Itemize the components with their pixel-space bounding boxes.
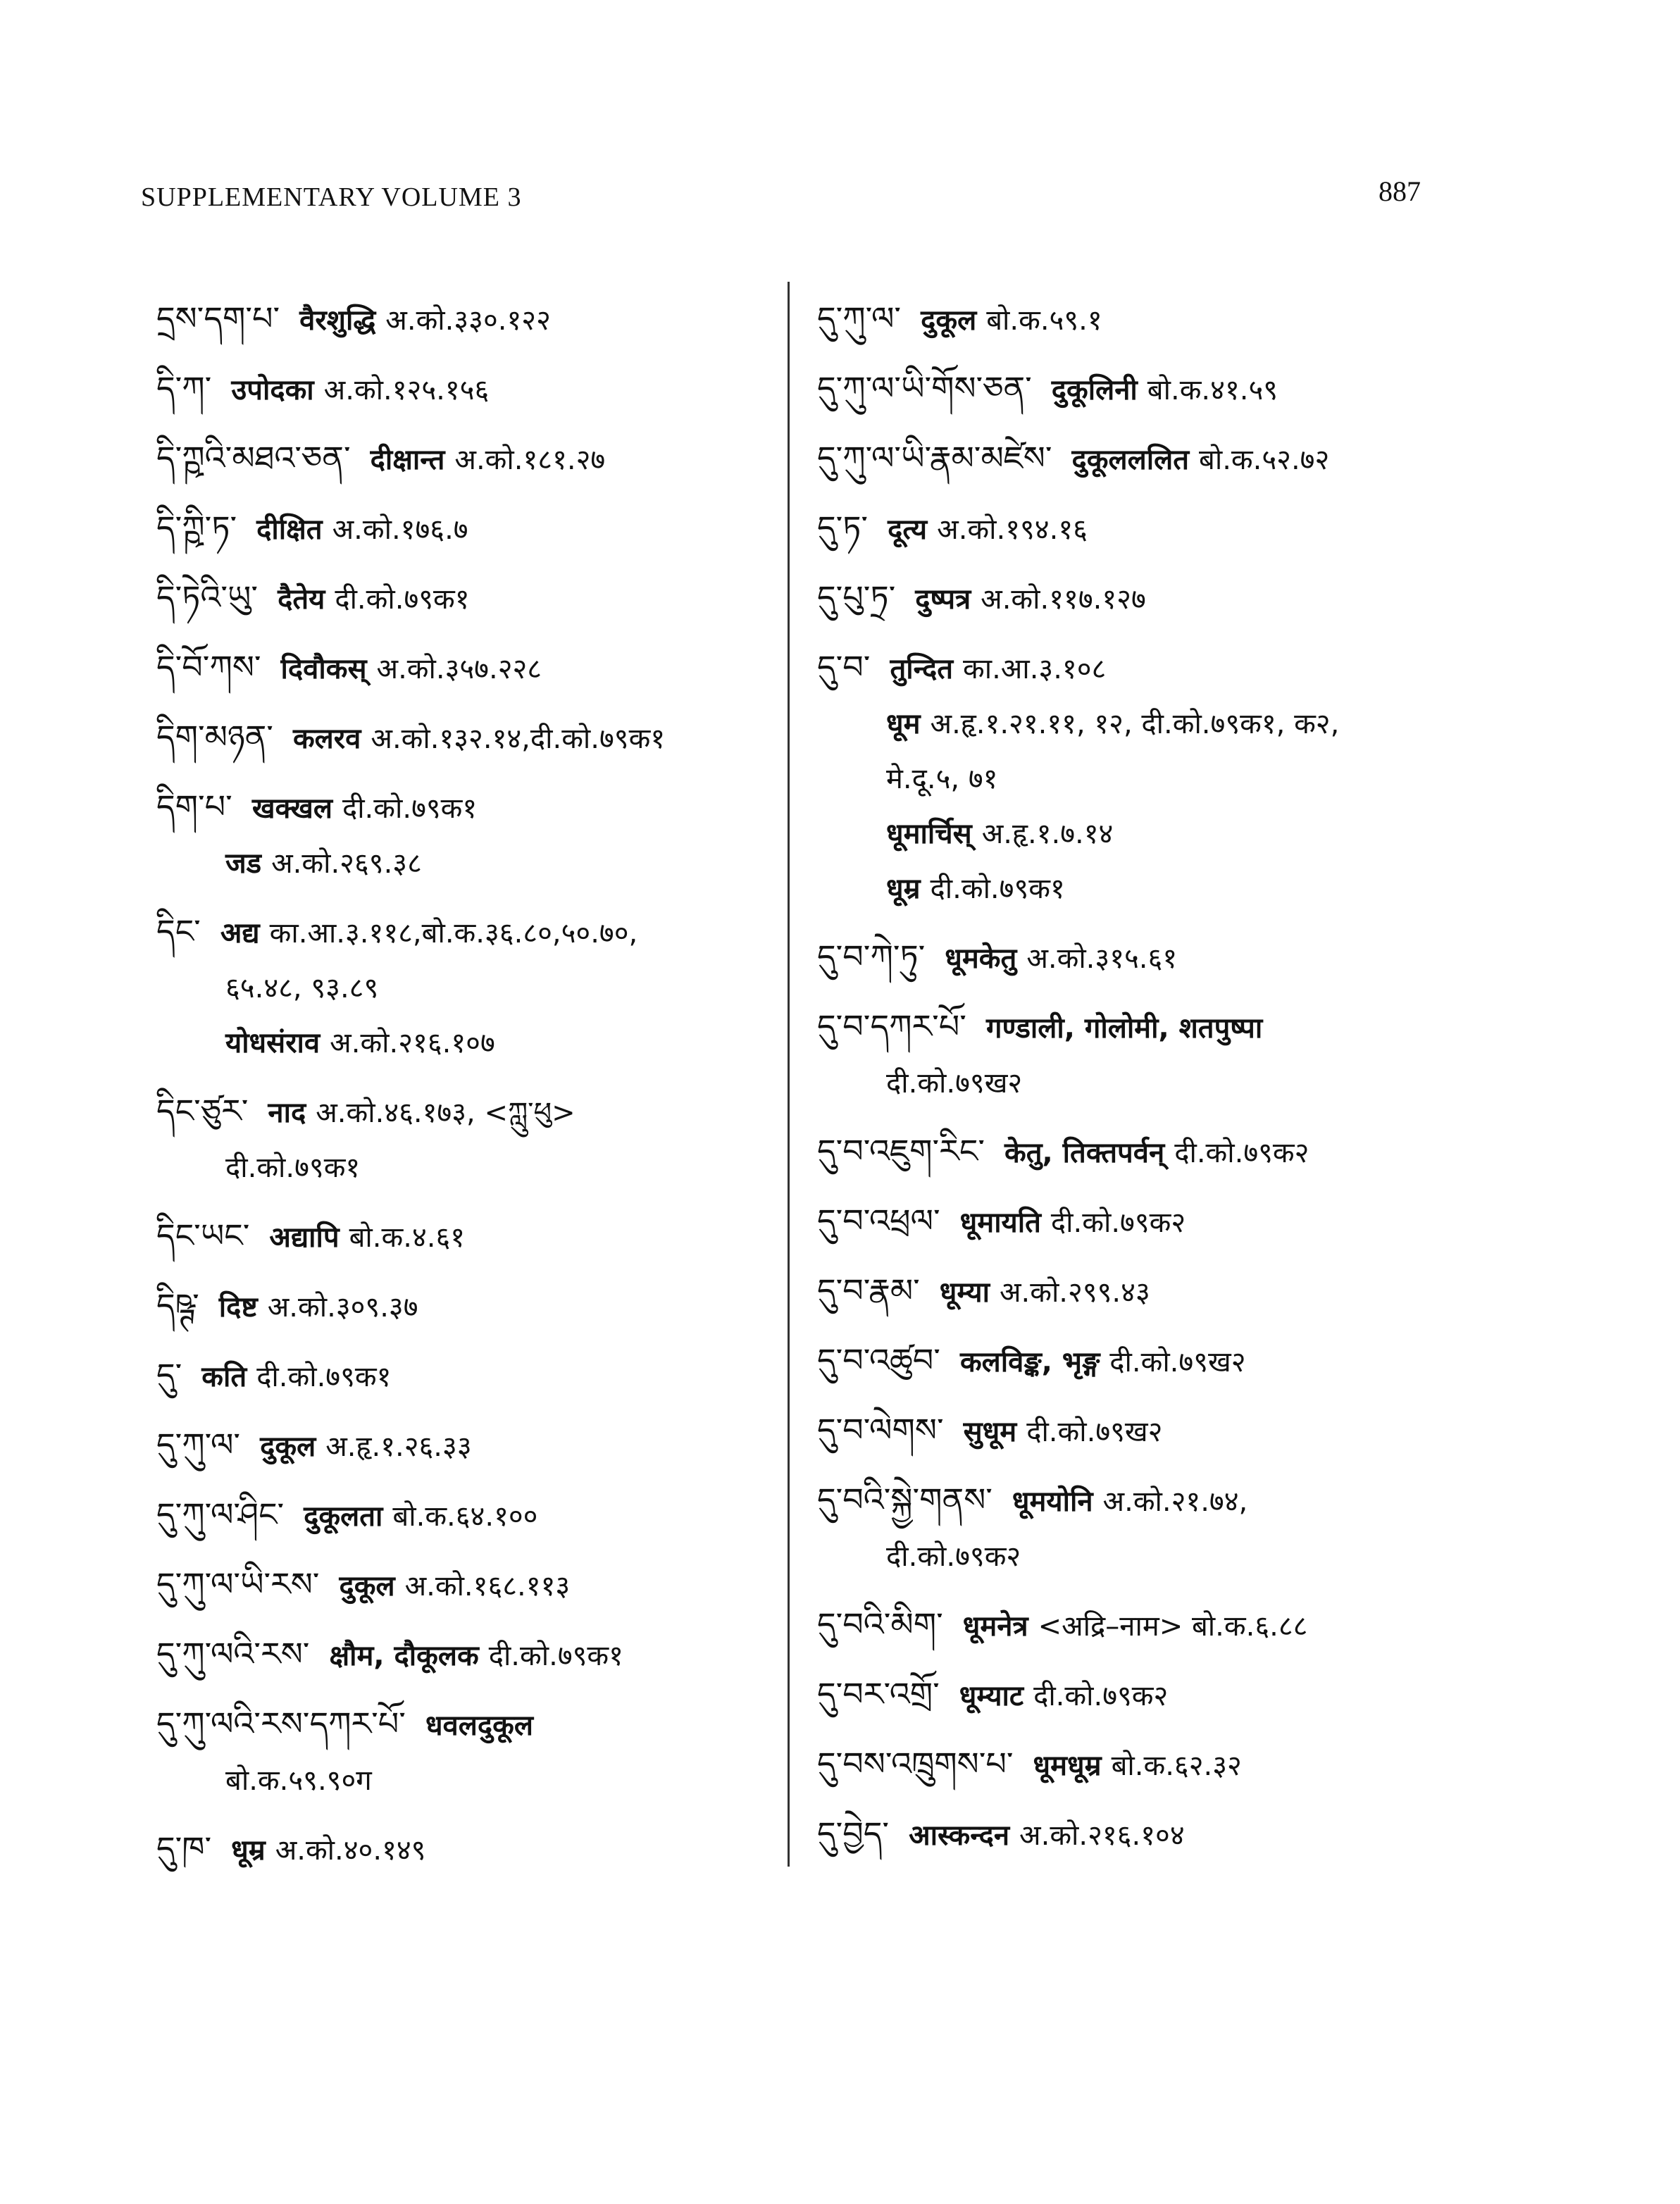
source-reference: दी.को.७९क१ [256,1361,392,1393]
dictionary-entry [156,911,776,1063]
sanskrit-equivalent: दैतेय [278,583,325,616]
column-divider [788,282,790,1867]
sanskrit-equivalent: धवलदुकूल [425,1710,533,1742]
tibetan-headword: དུ་བ་འཕྲལ་ [817,1202,940,1240]
tibetan-headword: དུ་བ་ [817,648,871,686]
entry-line [817,1674,1423,1716]
source-reference: अ.हृ.१.७.१४ [981,818,1114,850]
source-reference: अ.को.२१६.१०४ [1019,1819,1185,1852]
sanskrit-equivalent: कति [201,1361,247,1393]
sanskrit-equivalent: क्षौम, दौकूलक [329,1640,479,1672]
dictionary-entry [156,1285,776,1327]
tibetan-headword: དིང་ཙུར་ [156,1092,249,1130]
entry-line [817,1340,1423,1382]
tibetan-headword: དུ་བྱེད་ [817,1814,890,1853]
entry-line [817,1201,1423,1243]
entry-continuation-line [156,844,776,883]
source-reference: का.आ.३.१०८ [963,653,1107,685]
source-reference: अ.को.२१६.१०७ [330,1027,495,1059]
entry-line [156,1425,776,1467]
source-reference: दी.को.७९क२ [886,1540,1021,1573]
sanskrit-equivalent: गण्डाली, गोलोमी, शतपुष्पा [985,1012,1263,1045]
right-column [817,299,1423,1884]
dictionary-entry [817,1674,1423,1716]
source-reference: दी.को.७९ख२ [886,1067,1023,1100]
sanskrit-equivalent: सुधूम [963,1416,1017,1448]
tibetan-headword: དིཥྚ་ [156,1286,199,1324]
source-reference: दी.को.७९क१ [930,873,1065,905]
tibetan-headword: དུ་བ་ལེགས་ [817,1411,944,1449]
dictionary-entry [156,1634,776,1676]
tibetan-headword: དུ་ཀུ་ལ་ཡི་རྣམ་མཛེས་ [817,439,1052,477]
source-reference: बो.क.४.६१ [349,1221,466,1254]
source-reference: दी.को.७९ख२ [1026,1416,1163,1448]
source-reference: बो.क.५२.७२ [1199,444,1330,476]
entry-line [156,1285,776,1327]
entry-line [817,1605,1423,1646]
tibetan-headword: དིག་མཉན་ [156,718,273,756]
sanskrit-equivalent: खक्खल [251,792,332,825]
sanskrit-equivalent: कलरव [292,723,361,755]
source-reference: <अद्रि–नाम> बो.क.६.८८ [1038,1610,1308,1643]
dictionary-entry [817,1131,1423,1173]
tibetan-headword: དིག་པ་ [156,787,232,826]
entry-continuation-line [817,759,1423,799]
tibetan-headword: དུ་བས་འཁྲུགས་པ་ [817,1745,1014,1783]
tibetan-headword: དུ་པུ་ཏྲ་ [817,578,896,616]
sanskrit-equivalent: वैरशुद्धि [299,304,376,337]
sanskrit-equivalent: दुकूलता [304,1500,383,1533]
entry-line [156,1216,776,1257]
sanskrit-equivalent: दुकूल [260,1431,316,1463]
entry-line [156,438,776,480]
source-reference: मे.दू.५, ७१ [886,763,998,795]
source-reference: अ.को.१७६.७ [332,513,468,546]
entry-line [156,299,776,340]
sanskrit-equivalent: आस्कन्दन [909,1819,1010,1852]
dictionary-entry [156,1495,776,1536]
tibetan-headword: དུ་བའི་སྐྱེ་གནས་ [817,1481,993,1519]
tibetan-headword: དུ་བ་ཀེ་ཏུ་ [817,938,926,976]
tibetan-headword: དུ་བའི་མིག་ [817,1605,943,1643]
dictionary-entry [817,1340,1423,1382]
source-reference: बो.क.६२.३२ [1111,1750,1242,1782]
tibetan-headword: དི་ཀྵའི་མཐའ་ཅན་ [156,439,351,477]
source-reference: अ.को.२९९.४३ [999,1276,1150,1309]
source-reference: दी.को.७९क२ [1033,1680,1169,1712]
entry-line [817,368,1423,410]
tibetan-headword: དི་ཀ་ [156,369,212,407]
entry-line [156,1634,776,1676]
source-reference: अ.को.११७.१२७ [981,583,1146,616]
left-column [156,299,776,1898]
dictionary-entry [817,508,1423,549]
source-reference: अ.को.१८१.२७ [454,444,606,476]
entry-continuation-line [156,1148,776,1188]
entry-line [817,1007,1423,1048]
dictionary-entry [156,1216,776,1257]
tibetan-headword: དུ་ཀུ་ལའི་རས་ [156,1635,310,1673]
sanskrit-equivalent: नाद [268,1097,306,1129]
entry-continuation-line [156,1023,776,1063]
entry-line [156,1704,776,1745]
tibetan-headword: དི་ཀྵི་ཏ་ [156,509,237,547]
entry-line [817,647,1423,689]
tibetan-headword: དུ་ཀུ་ལ་ [817,299,902,337]
sanskrit-equivalent: धूमनेत्र [962,1610,1028,1643]
sanskrit-equivalent: धूम्र [231,1834,266,1867]
tibetan-headword: དུ་ཁ་ [156,1829,212,1867]
dictionary-entry [817,438,1423,480]
sanskrit-equivalent: अद्यापि [269,1221,340,1254]
sanskrit-equivalent: धूमधूम्र [1033,1750,1102,1782]
dictionary-entry [817,1814,1423,1855]
entry-continuation-line [156,1761,776,1800]
entry-line [817,1131,1423,1173]
source-reference: अ.हृ.१.२१.११, १२, दी.को.७९क१, क२, [930,708,1340,740]
sanskrit-equivalent: दुष्पत्र [915,583,971,616]
sanskrit-equivalent: दिवौकस् [280,653,367,685]
sanskrit-equivalent: धूमायति [959,1207,1041,1239]
tibetan-headword: དི་ཏེའི་ཡུ་ [156,578,259,616]
entry-line [817,937,1423,978]
dictionary-entry [156,1704,776,1800]
entry-continuation-line [817,1064,1423,1103]
tibetan-headword: དིང་ཡང་ [156,1216,250,1254]
entry-line [156,1495,776,1536]
dictionary-entry [817,1480,1423,1576]
dictionary-entry [156,299,776,340]
dictionary-entry [156,508,776,549]
dictionary-entry [156,1829,776,1870]
tibetan-headword: དུ་ཀུ་ལ་ཡི་གོས་ཅན་ [817,369,1032,407]
source-reference: अ.को.३१५.६१ [1026,942,1178,975]
tibetan-headword: དུ་ཏ་ [817,509,869,547]
source-reference: दी.को.७९क२ [1050,1207,1186,1239]
sanskrit-equivalent: धूमकेतु [945,942,1017,975]
sanskrit-equivalent: दुकूल [921,304,977,337]
entry-line [156,787,776,828]
source-reference: दी.को.७९क१ [342,792,478,825]
tibetan-headword: དུ་བར་འགྲོ་ [817,1675,940,1713]
dictionary-entry [817,937,1423,978]
entry-line [156,647,776,689]
sanskrit-equivalent: दुकूल [339,1570,395,1602]
entry-line [817,1271,1423,1312]
sanskrit-equivalent: दुकूलिनी [1051,374,1138,406]
tibetan-headword: དུ་ཀུ་ལའི་རས་དཀར་པོ་ [156,1705,406,1743]
source-reference: बो.क.४१.५९ [1147,374,1278,406]
sanskrit-equivalent: धूम्र [886,873,921,905]
tibetan-headword: དུ་བ་རྣམ་ [817,1271,920,1309]
source-reference: ६५.४८, ९३.८९ [225,972,379,1004]
sanskrit-equivalent: दीक्षित [256,513,323,546]
entry-line [817,1814,1423,1855]
source-reference: अ.को.१९४.१६ [937,513,1088,546]
sanskrit-equivalent: दीक्षान्त [370,444,445,476]
dictionary-entry [156,368,776,410]
source-reference: बो.क.५९.१ [986,304,1102,337]
source-reference: अ.को.१२५.१५६ [323,374,490,406]
entry-line [156,717,776,759]
sanskrit-equivalent: धूम [886,708,921,740]
sanskrit-equivalent: दिष्ट [218,1291,258,1324]
source-reference: अ.को.४०.१४९ [275,1834,426,1867]
source-reference: बो.क.६४.१०० [392,1500,538,1533]
entry-line [156,1564,776,1606]
tibetan-headword: དུ་བ་དཀར་པོ་ [817,1007,966,1045]
entry-line [156,1355,776,1397]
tibetan-headword: དུ་ཀུ་ལ་ཤིང་ [156,1495,285,1533]
sanskrit-equivalent: कलविङ्क, भृङ्ग [959,1346,1100,1378]
entry-line [156,1091,776,1133]
dictionary-entry [817,368,1423,410]
source-reference: का.आ.३.११८,बो.क.३६.८०,५०.७०, [269,917,638,950]
sanskrit-equivalent: धूमयोनि [1012,1486,1093,1518]
tibetan-headword: དྲས་དག་པ་ [156,299,280,337]
entry-line [817,438,1423,480]
dictionary-entry [156,1564,776,1606]
source-reference: दी.को.७९क१ [488,1640,623,1672]
tibetan-headword: དུ་ [156,1356,182,1394]
dictionary-entry [817,578,1423,619]
source-reference: दी.को.७९क१ [335,583,470,616]
source-reference: दी.को.७९क१ [225,1152,361,1184]
source-reference: अ.को.३०९.३७ [267,1291,418,1324]
sanskrit-equivalent: जड [225,847,262,880]
sanskrit-equivalent: अद्य [220,917,260,950]
entry-line [817,299,1423,340]
entry-line [817,1744,1423,1786]
dictionary-entry [156,787,776,883]
dictionary-entry [817,1271,1423,1312]
dictionary-entry [156,438,776,480]
entry-line [156,368,776,410]
source-reference: अ.को.१६८.११३ [404,1570,571,1602]
running-head: SUPPLEMENTARY VOLUME 3 [141,182,522,212]
dictionary-entry [156,717,776,759]
source-reference: दी.को.७९क२ [1174,1137,1309,1169]
source-reference: अ.हृ.१.२६.३३ [325,1431,472,1463]
entry-continuation-line [156,969,776,1008]
page-number: 887 [1379,175,1421,207]
entry-line [156,1829,776,1870]
dictionary-entry [156,647,776,689]
entry-line [156,578,776,619]
entry-line [817,1480,1423,1521]
source-reference: अ.को.३५७.२२८ [376,653,542,685]
tibetan-headword: དུ་ཀུ་ལ་ཡི་རས་ [156,1565,320,1603]
source-reference: अ.को.१३२.१४,दी.को.७९क१ [371,723,666,755]
dictionary-entry [156,578,776,619]
tibetan-headword: དུ་ཀུ་ལ་ [156,1426,241,1464]
sanskrit-equivalent: उपोदका [231,374,314,406]
dictionary-entry [817,299,1423,340]
sanskrit-equivalent: दूत्य [888,513,928,546]
tibetan-headword: དུ་བ་འཚུབ་ [817,1341,940,1379]
dictionary-entry [156,1355,776,1397]
dictionary-entry [817,1410,1423,1452]
source-reference: अ.को.२६९.३८ [271,847,422,880]
entry-line [817,1410,1423,1452]
tibetan-headword: དི་བོ་ཀས་ [156,648,261,686]
source-reference: अ.को.४६.१७३, <ཀླུ་ཕུ> [316,1097,575,1129]
entry-continuation-line [817,869,1423,909]
dictionary-entry [817,1201,1423,1243]
source-reference: अ.को.२१.७४, [1102,1486,1248,1518]
sanskrit-equivalent: योधसंराव [225,1027,321,1059]
entry-line [817,508,1423,549]
sanskrit-equivalent: केतु, तिक्तपर्वन् [1004,1137,1165,1169]
source-reference: बो.क.५९.९०ग [225,1764,372,1797]
dictionary-entry [817,1605,1423,1646]
sanskrit-equivalent: तुन्दित [890,653,954,685]
entry-line [156,508,776,549]
source-reference: दी.को.७९ख२ [1109,1346,1246,1378]
entry-continuation-line [817,704,1423,744]
sanskrit-equivalent: धूम्या [939,1276,990,1309]
source-reference: अ.को.३३०.१२२ [385,304,551,337]
entry-continuation-line [817,1537,1423,1576]
sanskrit-equivalent: दुकूलललित [1071,444,1189,476]
sanskrit-equivalent: धूम्याट [959,1680,1024,1712]
dictionary-entry [156,1425,776,1467]
entry-line [817,578,1423,619]
dictionary-entry [817,1744,1423,1786]
dictionary-entry [156,1091,776,1188]
entry-line [156,911,776,953]
dictionary-entry [817,1007,1423,1103]
entry-continuation-line [817,814,1423,854]
tibetan-headword: དིང་ [156,912,201,950]
sanskrit-equivalent: धूमार्चिस् [886,818,972,850]
dictionary-entry [817,647,1423,909]
tibetan-headword: དུ་བ་འཇུག་རིང་ [817,1132,985,1170]
